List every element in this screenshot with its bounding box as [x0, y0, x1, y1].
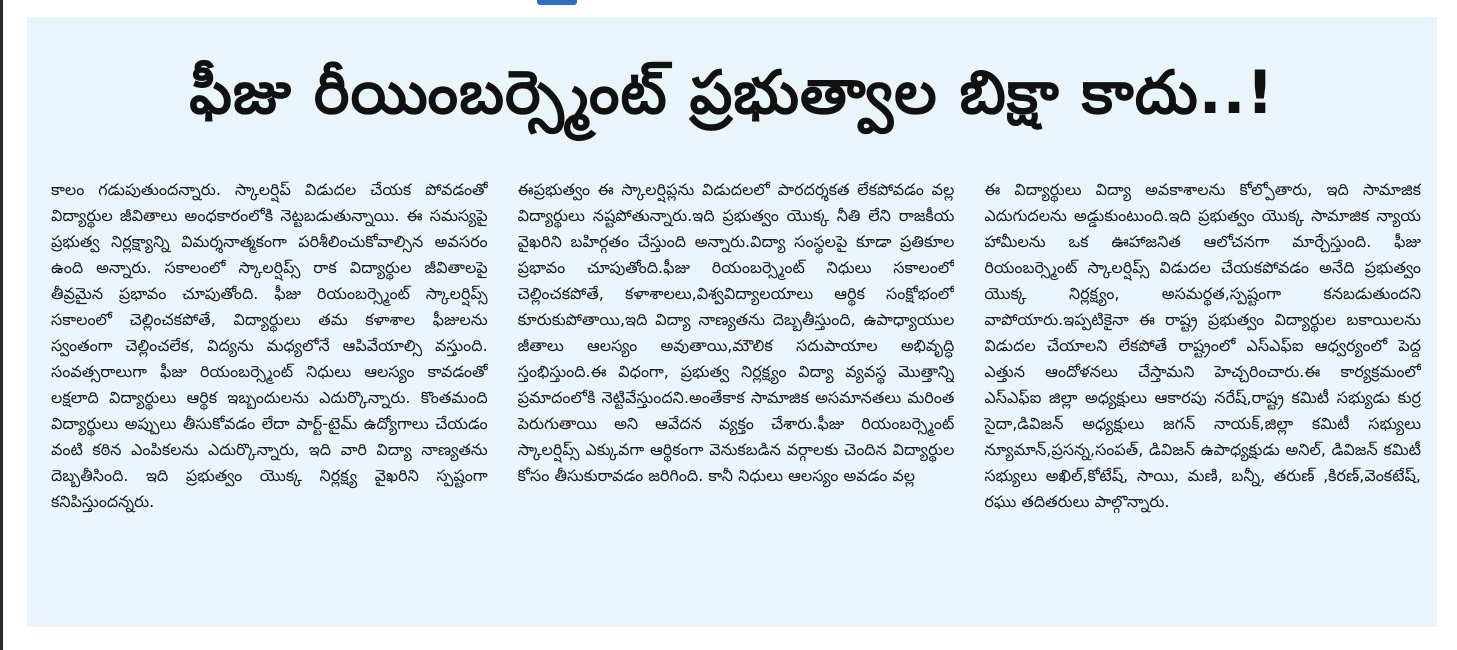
article-column-2: ఈప్రభుత్వం ఈ స్కాలర్షిప్లను విడుదలలో పారదర్శకత లేకపోవడం వల్ల విద్యార్థులు నష్టపోతున్నారు.ఇది ప్రభుత్వం యొక్క నీతి లేని రాజకీయ వైఖరిని బహిర్గతం చేస్తుంది అన్నారు.విద్యా సంస్థలపై కూడా ప్రతికూల ప్రభావం చూపుతోంది.ఫీజు రియంబర్స్మెంట్ నిధులు సకాలంలో చెల్లించకపోతే, కళాశాలలు,విశ్వవిద్యాలయాలు ఆర్థిక సంక్షోభంలో కూరుకుపోతాయి,ఇది విద్యా నాణ్యతను దెబ్బతీస్తుంది, ఉపాధ్యాయుల జీతాలు ఆలస్యం అవుతాయి,మౌలిక సదుపాయాల అభివృద్ధి స్తంభిస్తుంది.ఈ విధంగా, ప్రభుత్వ నిర్లక్ష్యం విద్యా వ్యవస్థ మొత్తాన్ని ప్రమాదంలోకి నెట్టివేస్తుందని.అంతేకాక సామాజిక అసమానతలు మరింత పెరుగుతాయి అని ఆవేదన వ్యక్తం చేశారు.ఫీజు రియంబర్స్మెంట్ స్కాలర్షిప్స్ ఎక్కువగా ఆర్థికంగా వెనుకబడిన వర్గాలకు చెందిన విద్యార్థుల కోసం తీసుకురావడం జరిగింది. కానీ నిధులు ఆలస్యం అవడం వల్ల — [517, 180, 955, 485]
news-article-panel — [27, 17, 1437, 627]
article-column-3: ఈ విద్యార్థులు విద్యా అవకాశాలను కోల్పోతారు, ఇది సామాజిక ఎదుగుదలను అడ్డుకుంటుంది.ఇది ప్రభుత్వం యొక్క సామాజిక న్యాయ హామీలను ఒక ఊహాజనిత ఆలోచనగా మార్చేస్తుంది. ఫీజు రియంబర్స్మెంట్ స్కాలర్షిప్స్ విడుదల చేయకపోవడం అనేది ప్రభుత్వం యొక్క నిర్లక్ష్యం, అసమర్థత,స్పష్టంగా కనబడుతుందని వాపోయారు.ఇప్పటికైనా ఈ రాష్ట్ర ప్రభుత్వం విద్యార్థుల బకాయిలను విడుదల చేయాలని లేకపోతే రాష్ట్రంలో ఎస్ఎఫ్ఐ ఆధ్వర్యంలో పెద్ద ఎత్తున ఆందోళనలు చేస్తామని హెచ్చరించారు.ఈ కార్యక్రమంలో ఎస్ఎఫ్ఐ జిల్లా అధ్యక్షులు ఆకారపు నరేష్,రాష్ట్ర కమిటీ సభ్యుడు కుర్ర సైదా,డివిజన్ అధ్యక్షులు జగన్ నాయక్,జిల్లా కమిటీ సభ్యులు న్యూమాన్,ప్రసన్న,సంపత్, డివిజన్ ఉపాధ్యక్షుడు అనిల్, డివిజన్ కమిటీ సభ్యులు అఖిల్,కోటేష్, సాయి, మణి, బన్నీ, తరుణ్ ,కిరణ్,వెంకటేష్, రఘు తదితరులు పాల్గొన్నారు. — [984, 180, 1422, 511]
article-body — [51, 177, 1421, 622]
top-tab-marker — [537, 0, 577, 5]
page-edge-rule — [0, 0, 3, 650]
article-headline: ఫీజు రీయింబర్స్మెంట్ ప్రభుత్వాల బిక్షా కాదు..! — [189, 58, 1275, 128]
article-column-1: కాలం గడుపుతుందన్నారు. స్కాలర్షిప్ విడుదల చేయక పోవడంతో విద్యార్థుల జీవితాలు అంధకారంలోకి నెట్టబడుతున్నాయి. ఈ సమస్యపై ప్రభుత్వ నిర్లక్ష్యాన్ని విమర్శనాత్మకంగా పరిశీలించుకోవాల్సిన అవసరం ఉంది అన్నారు. సకాలంలో స్కాలర్షిప్స్ రాక విద్యార్థుల జీవితాలపై తీవ్రమైన ప్రభావం చూపుతోంది. ఫీజు రియంబర్స్మెంట్ స్కాలర్షిప్స్ సకాలంలో చెల్లించకపోతే, విద్యార్థులు తమ కళాశాల ఫీజులను స్వంతంగా చెల్లించలేక, విద్యను మధ్యలోనే ఆపివేయాల్సి వస్తుంది. సంవత్సరాలుగా ఫీజు రియంబర్స్మెంట్ నిధులు ఆలస్యం కావడంతో లక్షలాది విద్యార్థులు ఆర్థిక ఇబ్బందులను ఎదుర్కొన్నారు. కొంతమంది విద్యార్థులు అప్పులు తీసుకోవడం లేదా పార్ట్-టైమ్ ఉద్యోగాలు చేయడం వంటి కఠిన ఎంపికలను ఎదుర్కొన్నారు, ఇది వారి విద్యా నాణ్యతను దెబ్బతీసింది. ఇది ప్రభుత్వం యొక్క నిర్లక్ష్య వైఖరిని స్పష్టంగా కనిపిస్తుందన్నరు. — [51, 180, 488, 511]
